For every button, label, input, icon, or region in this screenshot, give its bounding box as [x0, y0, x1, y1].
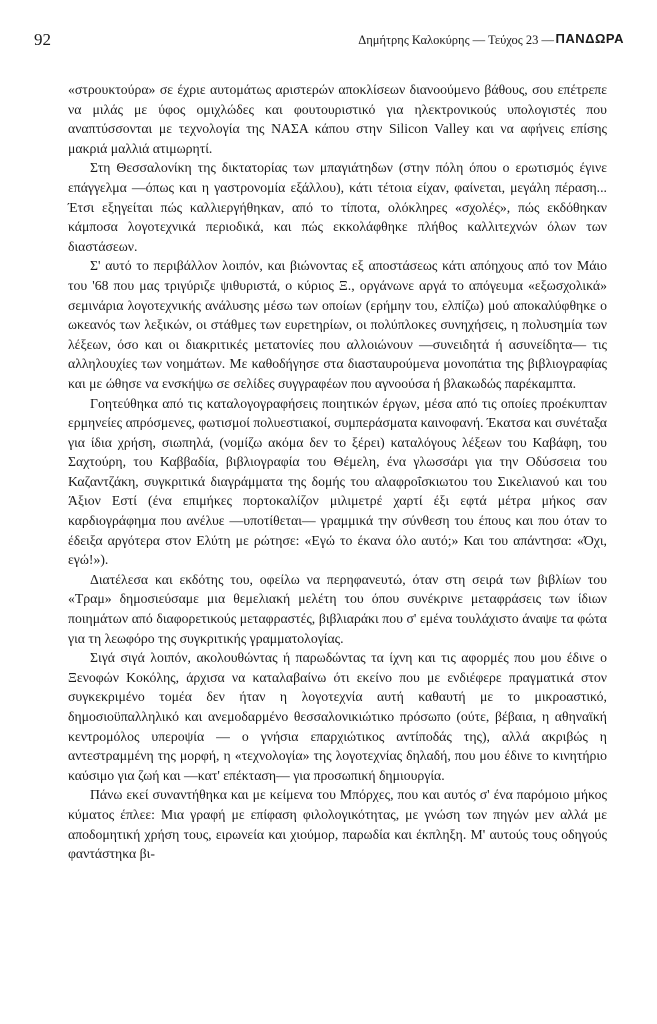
page-header [34, 28, 624, 52]
publisher-logo: ΠΑΝΔΩΡΑ [555, 31, 624, 46]
paragraph: Σ' αυτό το περιβάλλον λοιπόν, και βιώνοντας εξ αποστάσεως κάτι απόηχους από τον Μάιο του '68 που μας τριγύριζε ψιθυριστά, ο κύριος Ξ., οργάνωνε αργά το απόγευμα «εξωσχολικά» σεμινάρια λογοτεχνικής ανάλυσης μέσω των οποίων (ερήμην του, ελπίζω) μού αποκαλύφθηκε ο ωκεανός των λεξικών, οι στάθμες των ευρετηρίων, οι πολύπλοκες συνηχήσεις, η πολυσημία των λέξεων, όσο και οι διακριτικές μετατονίες που αλλοιώνουν —συνειδητά ή ασυνείδητα— τις αλληλουχίες των νοημάτων. Με καθοδήγησε στα διασταυρούμενα μονοπάτια της βιβλιογραφίας και με ώθησε να ενσκήψω σε σελίδες συγγραφέων που αγνοούσα ή βλακωδώς παρέκαμπτα. [68, 258, 607, 391]
paragraph: Σιγά σιγά λοιπόν, ακολουθώντας ή παρωδώντας τα ίχνη και τις αφορμές που μου έδινε ο Ξενοφών Κοκόλης, άρχισα να καταλαβαίνω ότι εκείνο που με ενδιέφερε πραγματικά στον συγκεκριμένο τομέα δεν ήταν η λογοτεχνία αυτή καθαυτή με το μικροαστικό, δημοσιοϋπαλληλικό και ανεμοδαρμένο θεσσαλονικιώτικο πρόσωπο (ούτε, βέβαια, η αθηναϊκή κεντρομόλος υπεροψία — ο γνήσια επαρχιώτικος αντίποδάς της), αλλά ακριβώς η αντεστραμμένη της μορφή, η «τεχνολογία» της λογοτεχνίας δηλαδή, που μου έδινε το κινητήριο καύσιμο για ζωή και —κατ' επέκταση— για προσωπική δημιουργία. [68, 650, 607, 783]
paragraph: Διατέλεσα και εκδότης του, οφείλω να περηφανευτώ, όταν στη σειρά των βιβλίων του «Τραμ» δημοσιεύσαμε μια θεμελιακή μελέτη του όπου συνέκρινε μεταφράσεις των ίδιων ποιημάτων από διαφορετικούς μεταφραστές, βιβλιαράκι που σ' εμένα τουλάχιστο άναψε τα φώτα για τη λεωφόρο της συγκριτικής γραμματολογίας. [68, 571, 607, 646]
paragraph: Στη Θεσσαλονίκη της δικτατορίας των μπαγιάτηδων (στην πόλη όπου ο ερωτισμός έγινε επάγγελμα —όπως και η γαστρονομία εξάλλου), κάτι τέτοια είχαν, φαίνεται, μεγάλη πέραση... Έτσι εξηγείται πώς καλλιεργήθηκαν, από το τίποτα, ολόκληρες «σχολές», πώς εκδόθηκαν κάμποσα λογοτεχνικά περιοδικά, και πώς εκκολάφθηκε πλήθος καλλιτεχνών όλων των διαστάσεων. [68, 160, 607, 254]
paragraph: Γοητεύθηκα από τις καταλογογραφήσεις ποιητικών έργων, μέσα από τις οποίες προέκυπταν ερμηνείες απρόσμενες, φωτισμοί πολυεστιακοί, συμπεράσματα καινοφανή. Έκατσα και συνέταξα για ίδια χρήση, σιωπηλά, (νομίζω ακόμα δεν το ξέρει) καταλόγους λέξεων του Καβάφη, του Σαχτούρη, του Καββαδία, βιβλιογραφία του Θέμελη, ένα γλωσσάρι για την Οδύσσεια του Καζαντζάκη, συγκριτικά διαγράμματα της δομής του αλαφροΐσκιωτου του Σικελιανού και του Άξιον Εστί (ένα επιμήκες πορτοκαλίζον μιλιμετρέ χαρτί έξι εφτά μέτρα μήκος σαν καρδιογράφημα που ανέλυε —υποτίθεται— γραμμικά την σύνθεση του έπους και που όταν το έδειξα αργότερα στον Ελύτη με ρώτησε: «Εγώ το έκανα όλο αυτό;» Και του απάντησα: «Όχι, εγώ!»). [68, 395, 607, 568]
paragraph: «στρουκτούρα» σε έχριε αυτομάτως αριστερών αποκλίσεων διανοούμενο βάθους, σου επέτρεπε να μιλάς με ύφος ομιχλώδες και φουτουριστικό για ηλεκτρονικούς υπολογιστές που αναπτύσσονται με τεχνολογία της ΝΑΣΑ κάπου στην Silicon Valley και να αφήνεις επίσης μακριά μαλλιά ατιμωρητί. [68, 82, 607, 156]
page-number: 92 [34, 30, 51, 49]
body-text [68, 80, 607, 864]
paragraph: Πάνω εκεί συναντήθηκα και με κείμενα του Μπόρχες, που και αυτός σ' ένα παρόμοιο μήκος κύματος έπλεε: Μια γραφή με επίφαση φιλολογικότητας, με γνώση των πηγών μεν αλλά με αποδομητική χρήση τους, ειρωνεία και χιούμορ, παρωδία και έκπληξη. Μ' αυτούς τους οδηγούς φαντάστηκα βι- [68, 787, 607, 862]
running-head: Δημήτρης Καλοκύρης — Τεύχος 23 — [358, 33, 554, 47]
